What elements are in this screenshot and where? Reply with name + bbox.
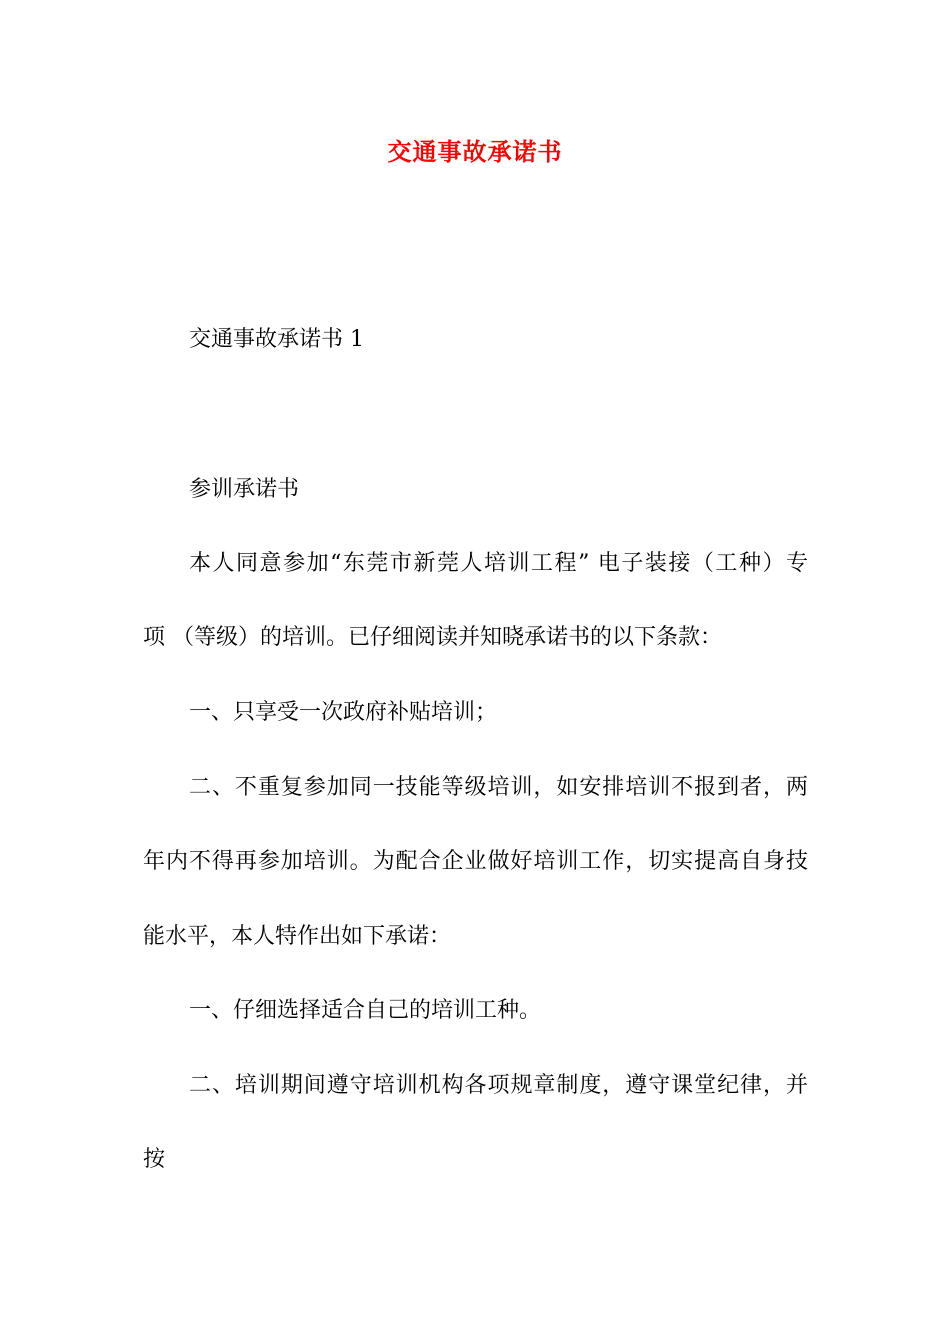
paragraph-line: 本人同意参加“东莞市新莞人培训工程” 电子装接（工种）专 — [189, 551, 808, 576]
paragraph-line: 二、培训期间遵守培训机构各项规章制度，遵守课堂纪律，并 — [189, 1073, 808, 1098]
paragraph-line: 项 （等级）的培训。已仔细阅读并知晓承诺书的以下条款： — [143, 625, 722, 650]
paragraph-line: 按 — [143, 1147, 166, 1172]
paragraph-line: 二、不重复参加同一技能等级培训，如安排培训不报到者，两 — [189, 775, 808, 800]
paragraph-line: 一、只享受一次政府补贴培训； — [189, 700, 498, 725]
section-heading: 交通事故承诺书 1 — [189, 327, 364, 352]
paragraph-line: 年内不得再参加培训。为配合企业做好培训工作，切实提高自身技 — [143, 849, 808, 874]
paragraph-line: 能水平，本人特作出如下承诺： — [143, 924, 452, 949]
subsection-heading: 参训承诺书 — [189, 477, 300, 502]
document-title: 交通事故承诺书 — [387, 137, 563, 166]
paragraph-line: 一、仔细选择适合自己的培训工种。 — [189, 998, 542, 1023]
